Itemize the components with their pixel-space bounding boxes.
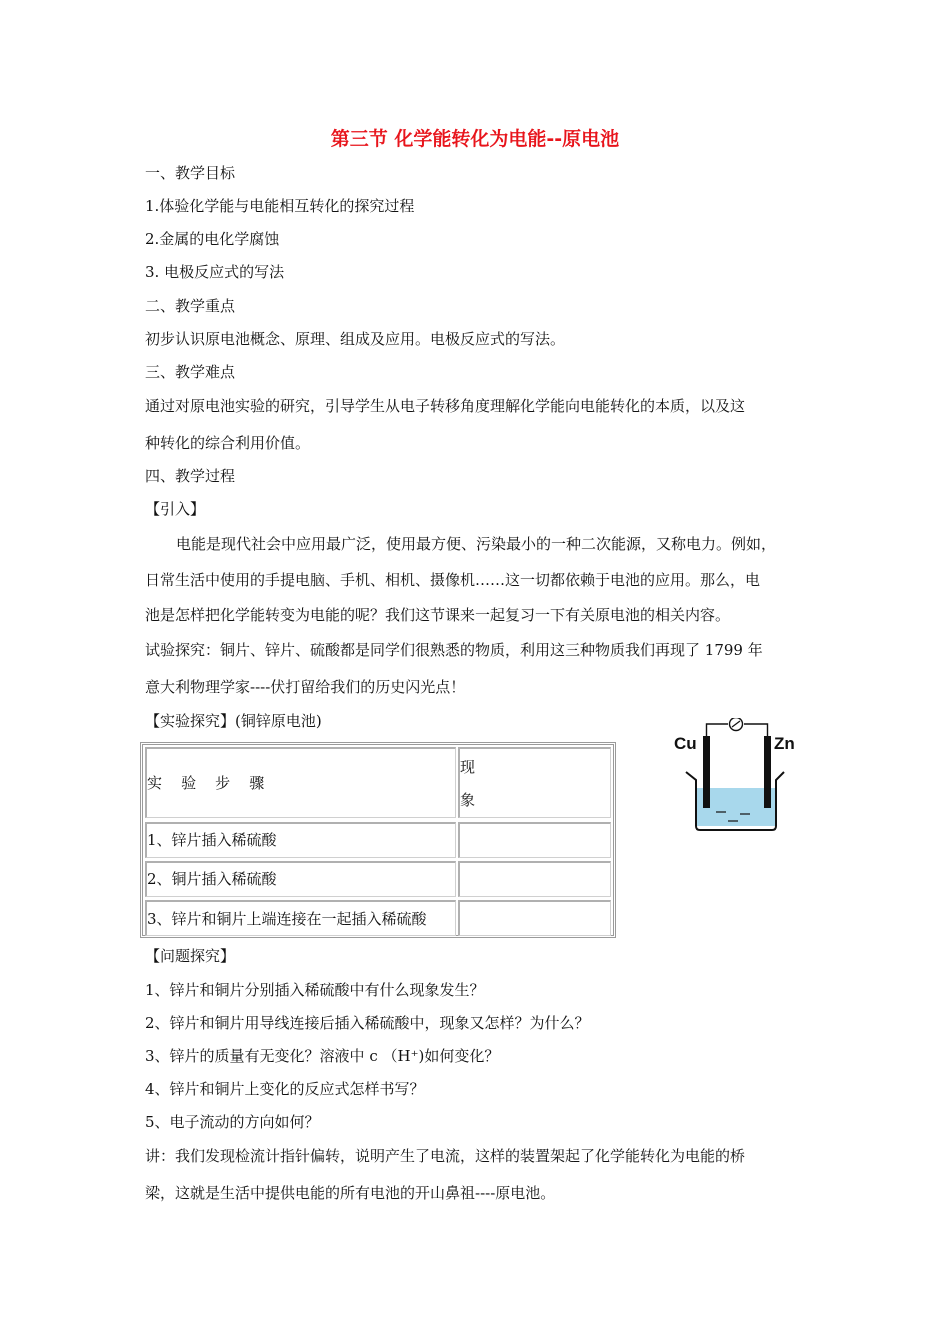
objective-3: 3. 电极反应式的写法 bbox=[145, 263, 285, 281]
galvanic-cell-diagram bbox=[668, 718, 818, 838]
table-row-step bbox=[145, 900, 456, 936]
experiment-heading: 【实验探究】(铜锌原电池) bbox=[145, 712, 322, 730]
page-title: 第三节 化学能转化为电能--原电池 bbox=[330, 128, 620, 150]
question-3: 3、锌片的质量有无变化？溶液中 c （H⁺)如何变化？ bbox=[145, 1047, 500, 1065]
table-header-steps-text: 实 验 步 骤 bbox=[147, 774, 265, 792]
table-header-obs-char-1: 现 bbox=[460, 758, 476, 776]
intro-heading: 【引入】 bbox=[145, 500, 206, 518]
difficulties-text-line-2: 种转化的综合利用价值。 bbox=[145, 434, 311, 452]
table-row-step bbox=[145, 822, 456, 858]
experiment-intro-line-1: 试验探究：铜片、锌片、硫酸都是同学们很熟悉的物质，利用这三种物质我们再现了 1799 年 bbox=[145, 641, 763, 659]
table-row-observation bbox=[458, 861, 611, 897]
zinc-electrode bbox=[764, 736, 771, 808]
section-heading-objectives: 一、教学目标 bbox=[145, 164, 236, 182]
objective-2: 2.金属的电化学腐蚀 bbox=[145, 230, 280, 248]
question-heading: 【问题探究】 bbox=[145, 947, 236, 965]
table-header-steps bbox=[145, 747, 456, 818]
table-row-step bbox=[145, 861, 456, 897]
wire-left bbox=[707, 724, 729, 736]
section-heading-key-points: 二、教学重点 bbox=[145, 297, 236, 315]
objective-1: 1.体验化学能与电能相互转化的探究过程 bbox=[145, 197, 415, 215]
experiment-intro-line-2: 意大利物理学家----伏打留给我们的历史闪光点！ bbox=[145, 678, 466, 696]
section-heading-process: 四、教学过程 bbox=[145, 467, 236, 485]
question-1: 1、锌片和铜片分别插入稀硫酸中有什么现象发生？ bbox=[145, 981, 485, 999]
lecture-text-line-2: 梁，这就是生活中提供电能的所有电池的开山鼻祖----原电池。 bbox=[145, 1184, 556, 1202]
table-header-obs-char-2: 象 bbox=[460, 791, 476, 809]
wire-right bbox=[744, 724, 768, 736]
table-header-observations bbox=[458, 747, 611, 818]
table-row-step-text: 3、锌片和铜片上端连接在一起插入稀硫酸 bbox=[147, 910, 427, 928]
experiment-table bbox=[140, 742, 616, 938]
intro-paragraph-line-2: 日常生活中使用的手提电脑、手机、相机、摄像机……这一切都依赖于电池的应用。那么，电 bbox=[145, 571, 761, 589]
table-row-observation bbox=[458, 900, 611, 936]
copper-electrode bbox=[703, 736, 710, 808]
copper-label: Cu bbox=[674, 734, 697, 753]
table-row-step-text: 1、锌片插入稀硫酸 bbox=[147, 831, 277, 849]
question-5: 5、电子流动的方向如何？ bbox=[145, 1113, 320, 1131]
zinc-label: Zn bbox=[774, 734, 795, 753]
table-row-observation bbox=[458, 822, 611, 858]
lecture-text-line-1: 讲：我们发现检流计指针偏转，说明产生了电流，这样的装置架起了化学能转化为电能的桥 bbox=[145, 1147, 746, 1165]
difficulties-text-line-1: 通过对原电池实验的研究，引导学生从电子转移角度理解化学能向电能转化的本质，以及这 bbox=[145, 397, 746, 415]
question-4: 4、锌片和铜片上变化的反应式怎样书写？ bbox=[145, 1080, 425, 1098]
key-points-text: 初步认识原电池概念、原理、组成及应用。电极反应式的写法。 bbox=[145, 330, 566, 348]
table-row-step-text: 2、铜片插入稀硫酸 bbox=[147, 870, 277, 888]
intro-paragraph-line-3: 池是怎样把化学能转变为电能的呢？我们这节课来一起复习一下有关原电池的相关内容。 bbox=[145, 606, 731, 624]
question-2: 2、锌片和铜片用导线连接后插入稀硫酸中，现象又怎样？为什么？ bbox=[145, 1014, 590, 1032]
intro-paragraph-line-1: 电能是现代社会中应用最广泛，使用最方便、污染最小的一种二次能源，又称电力。例如， bbox=[176, 535, 777, 553]
section-heading-difficulties: 三、教学难点 bbox=[145, 363, 236, 381]
